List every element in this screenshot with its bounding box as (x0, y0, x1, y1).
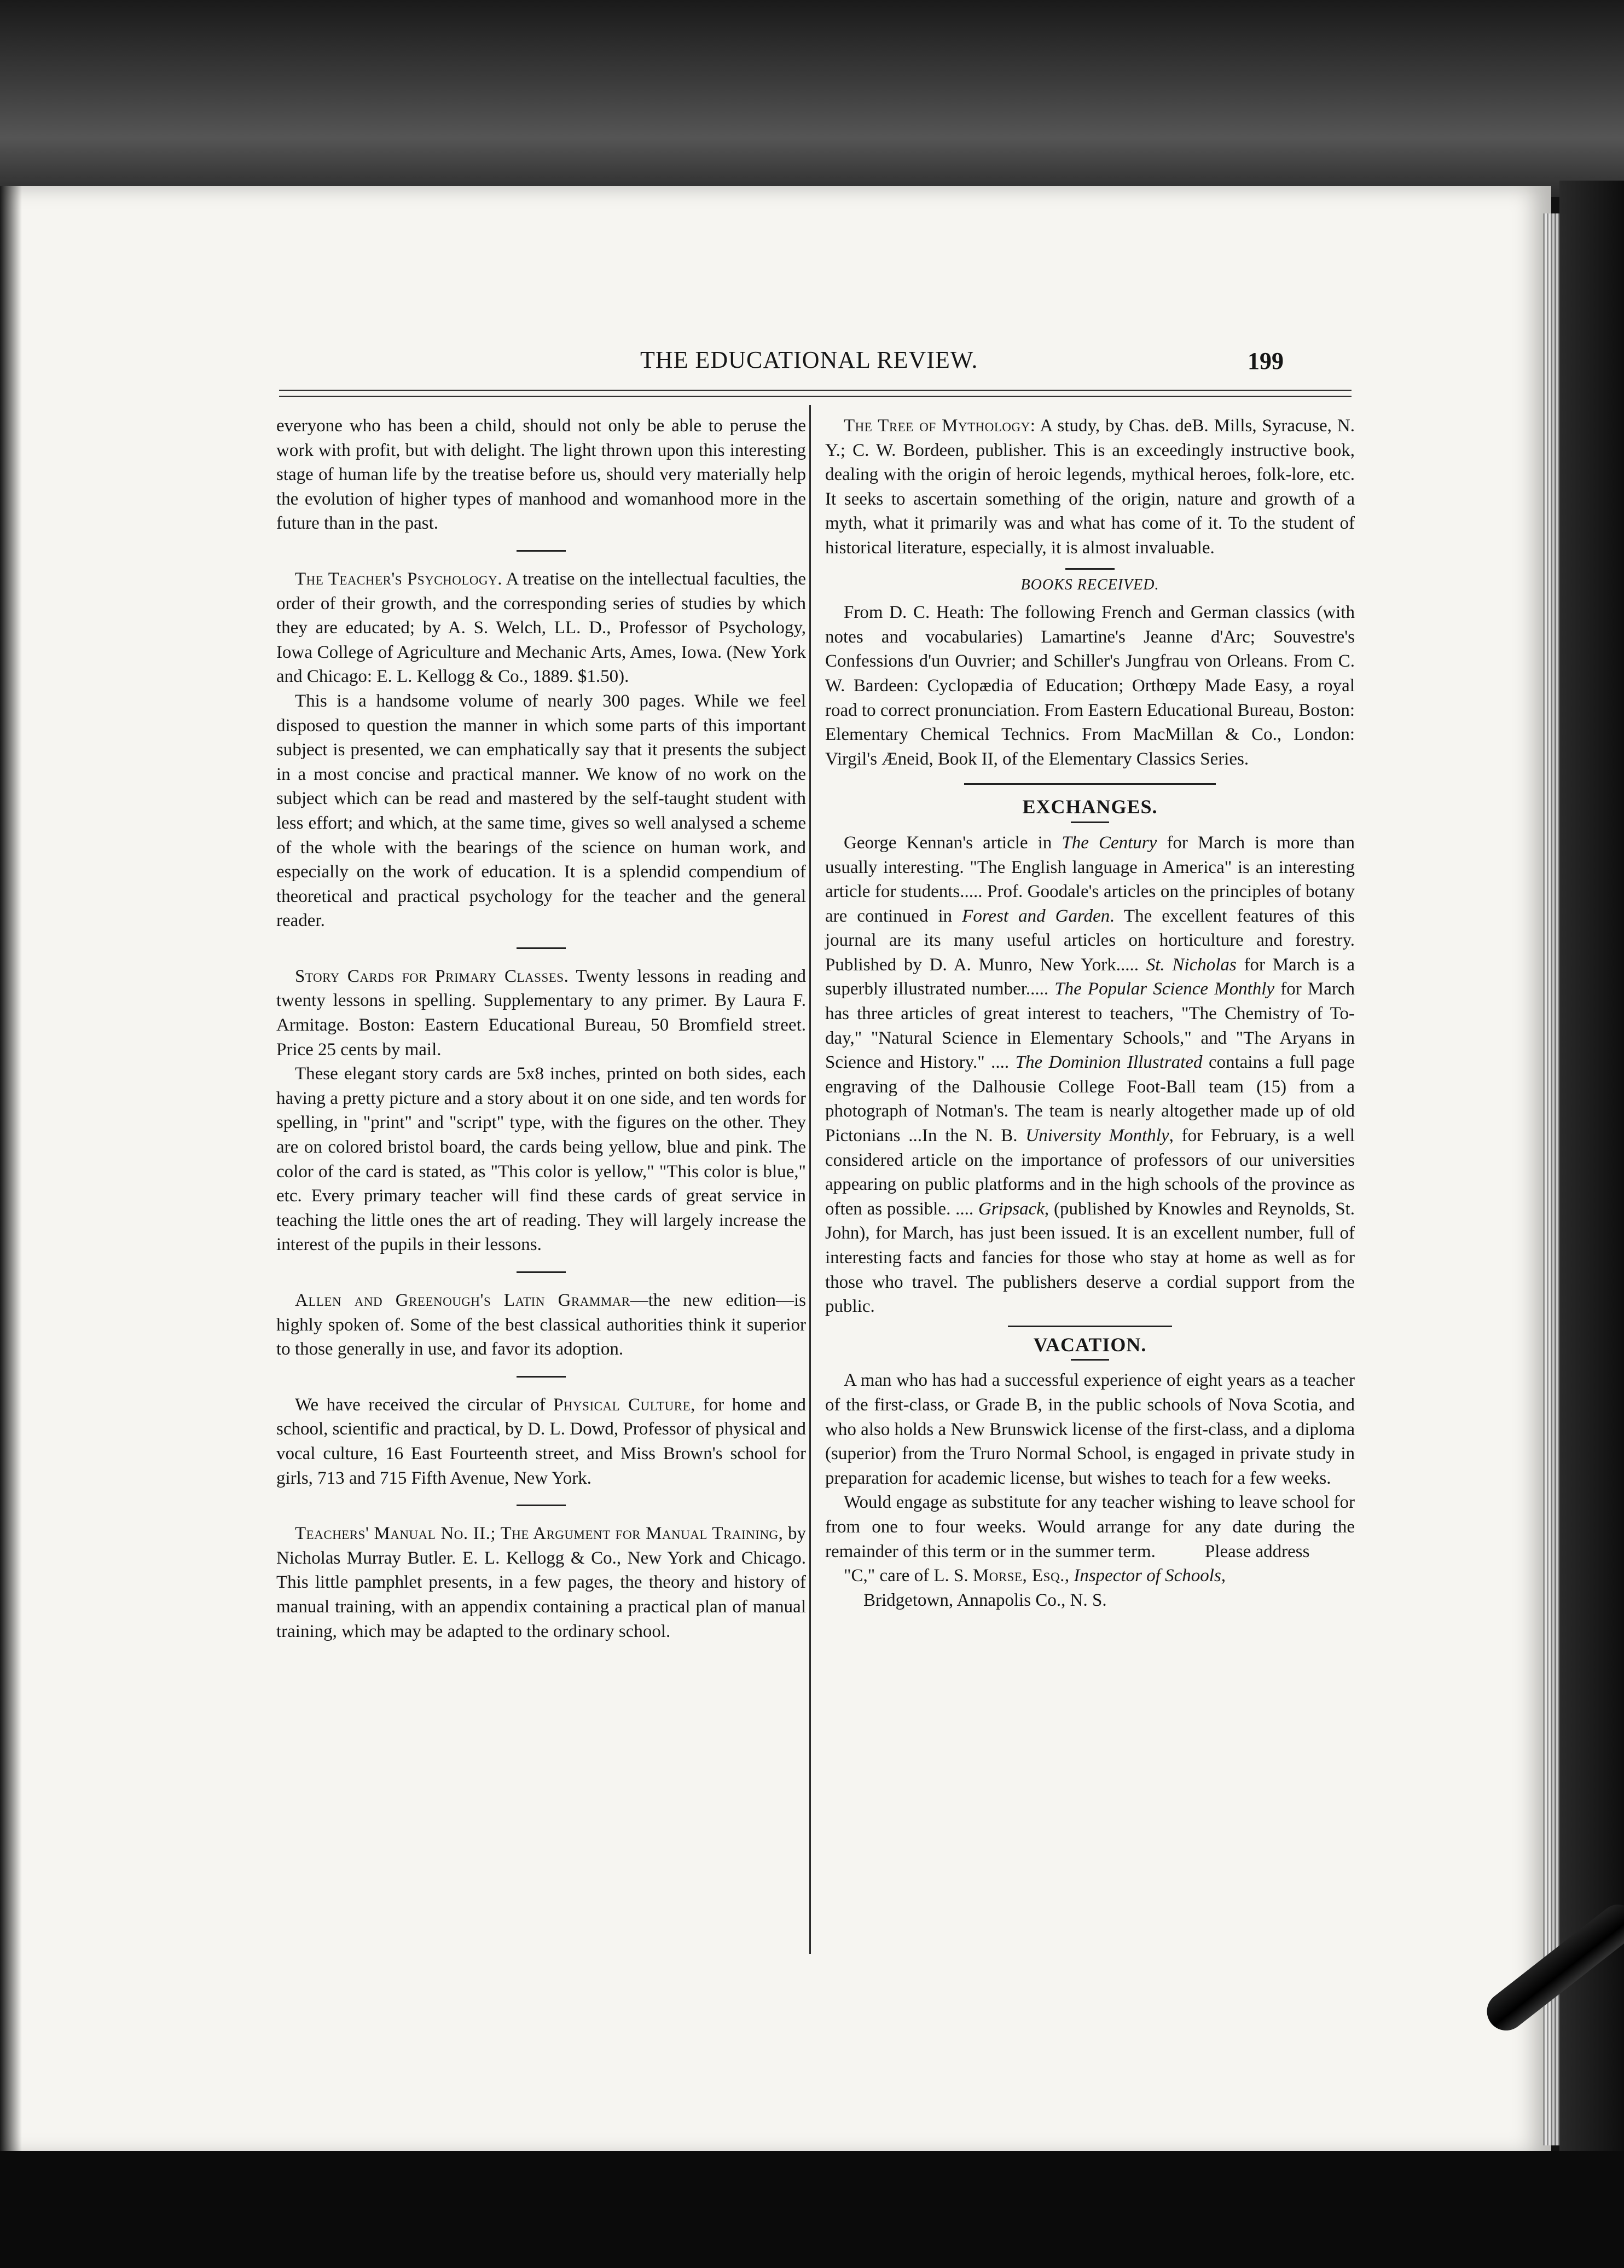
heading-underline (1071, 1359, 1109, 1361)
header-rule (279, 390, 1352, 397)
books-received-text: From D. C. Heath: The following French and German classics (with notes and vocabularies) Lamartine's Jeanne d'Arc; Souvestre's Confessions d'un Ouvrier; and Schiller's Jungfrau von Orleans. From C. W. Bardeen: Cyclopædia of Education; Orthœpy Made Easy, a royal road to correct pronunciation. From Eastern Educational Bureau, Boston: Elementary Chemical Technics. From MacMillan & Co., London: Virgil's Æneid, Book II, of the Elementary Classics Series. (825, 603, 1355, 769)
teachers-manual-lead: Teachers' Manual No. II.; The Argument for Manual Training, (295, 1524, 784, 1544)
scanner-bottom-shadow (0, 2151, 1624, 2268)
separator (517, 1271, 566, 1273)
latin-grammar-notice: Allen and Greenough's Latin Grammar—the new edition—is highly spoken of. Some of the best classical authorities think it superior to those generally in use, and favor its adoption. (276, 1291, 806, 1359)
vacation-address-line: "C," care of L. S. Morse, Esq., Inspector of Schools, (844, 1566, 1226, 1586)
exchanges-text: George Kennan's article in The Century for March is more than usually interesting. "The English language in America" is an interesting article for students..... Prof. Goodale's articles on the principles of botany are continued in Forest and Garden. The excellent features of this journal are its many useful articles on horticulture and forestry. Published by D. A. Munro, New York..... St. Nicholas for March is a superbly illustrated number..... The Popular Science Monthly for March has three articles of great interest to teachers, "The Chemistry of To-day," "Natural Science in Elementary Schools," and "The Aryans in Science and History." .... The Dominion Illustrated contains a full page engraving of the Dalhousie College Foot-Ball team (15) from a photograph of Notman's. The team is nearly altogether made up of old Pictonians ...In the N. B. University Monthly, for February, is a well considered article on the importance of professors of our universities appearing on public platforms and in the high schools of the province as often as possible. .... Gripsack, (published by Knowles and Reynolds, St. John), for March, has just been issued. It is an excellent number, full of interesting facts and fancies for those who stay at home as well as for those who travel. The publishers deserve a cordial support from the public. (825, 832, 1355, 1317)
story-cards-citation: Story Cards for Primary Classes. Twenty lessons in reading and twenty lessons in spelling. Supplementary to any primer. By Laura F. Armitage. Boston: Eastern Educational Bureau, 50 Bromfield street. Price 25 cents by mail. (276, 966, 806, 1060)
left-column (276, 414, 806, 1644)
separator (517, 550, 566, 552)
section-rule (1008, 1326, 1172, 1327)
separator (517, 1376, 566, 1378)
scanner-top-shadow (0, 0, 1624, 197)
page-header (279, 346, 1352, 390)
section-rule (964, 783, 1216, 785)
story-cards-review: These elegant story cards are 5x8 inches, printed on both sides, each having a pretty picture and a story about it on one side, and ten words for spelling, in "print" and "script" type, with the figures on the other. They are on colored bristol board, the cards being yellow, blue and pink. The color of the card is stated, as "This color is yellow," "This color is blue," etc. Every primary teacher will find these cards of great service in teaching the little ones the art of reading. They will largely increase the interest of the pupils in their lessons. (276, 1064, 806, 1255)
column-divider (809, 405, 811, 1954)
page-number: 199 (1248, 348, 1284, 374)
teachers-manual-notice: Teachers' Manual No. II.; The Argument for Manual Training, by Nicholas Murray Butler. E. L. Kellogg & Co., New York and Chicago. This little pamphlet presents, in a few pages, the theory and history of manual training, with an appendix containing a practical plan of manual training, which may be adapted to the ordinary school. (276, 1524, 807, 1641)
story-cards-lead: Story Cards for Primary Classes. (295, 966, 569, 986)
exchanges-heading: EXCHANGES. (1022, 796, 1158, 818)
latin-grammar-lead: Allen and Greenough's Latin Grammar (295, 1291, 630, 1310)
teachers-psychology-lead: The Teacher's Psychology. (295, 569, 502, 589)
separator (517, 1505, 566, 1506)
physical-culture-lead: Physical Culture (553, 1395, 691, 1415)
running-title: THE EDUCATIONAL REVIEW. (640, 346, 978, 373)
right-column (825, 414, 1355, 1612)
gutter-shadow (0, 186, 22, 2156)
teachers-psychology-review: This is a handsome volume of nearly 300 pages. While we feel disposed to question the manner in which some parts of this important subject is presented, we can emphatically say that it presents the subject in a most concise and practical manner. We know of no work on the subject which can be read and mastered by the self-taught student with less effort; and which, at the same time, gives so well analysed a scheme of the whole with the bearings of the science on human work, and especially on the work of education. It is a splendid compendium of theoretical and practical psychology for the teacher and the general reader. (276, 691, 806, 931)
separator (517, 947, 566, 949)
tree-of-mythology-lead: The Tree of Mythology: (844, 416, 1036, 436)
separator (1065, 568, 1115, 570)
vacation-heading: VACATION. (1033, 1333, 1147, 1356)
books-received-heading: BOOKS RECEIVED. (1020, 576, 1159, 593)
vacation-text-1: A man who has had a successful experience of eight years as a teacher of the first-class, or Grade B, in the public schools of Nova Scotia, and who also holds a New Brunswick license of the first-class, and a diploma (superior) from the Truro Normal School, is engaged in private study in preparation for academic license, but wishes to teach for a few weeks. (825, 1370, 1355, 1488)
teachers-psychology-citation: The Teacher's Psychology. A treatise on the intellectual faculties, the order of their growth, and the corresponding series of studies by which they are educated; by A. S. Welch, LL. D., Professor of Psychology, Iowa College of Agriculture and Mechanic Arts, Ames, Iowa. (New York and Chicago: E. L. Kellogg & Co., 1889. $1.50). (276, 569, 806, 687)
vacation-address-line-2: Bridgetown, Annapolis Co., N. S. (863, 1590, 1107, 1610)
physical-culture-notice: We have received the circular of Physical Culture, for home and school, scientific and practical, by D. L. Dowd, Professor of physical and vocal culture, 16 East Fourteenth street, and Miss Brown's school for girls, 713 and 715 Fifth Avenue, New York. (276, 1395, 806, 1488)
heading-underline (1071, 821, 1109, 823)
vacation-text-2: Would engage as substitute for any teacher wishing to leave school for from one to four weeks. Would arrange for any date during the remainder of this term or in the summer term. Please address (825, 1492, 1355, 1561)
intro-continuation: everyone who has been a child, should not only be able to peruse the work with profit, but with delight. The light thrown upon this interesting stage of human life by the treatise before us, should very materially help the evolution of higher types of manhood and womanhood more in the future than in the past. (276, 416, 806, 534)
tree-of-mythology-notice: The Tree of Mythology: A study, by Chas. deB. Mills, Syracuse, N. Y.; C. W. Bordeen, publisher. This is an exceedingly instructive book, dealing with the origin of heroic legends, mythical heroes, folk-lore, etc. It seeks to ascertain something of the origin, nature and growth of a myth, what it primarily was and what has come of it. To the student of historical literature, especially, it is almost invaluable. (825, 416, 1355, 558)
